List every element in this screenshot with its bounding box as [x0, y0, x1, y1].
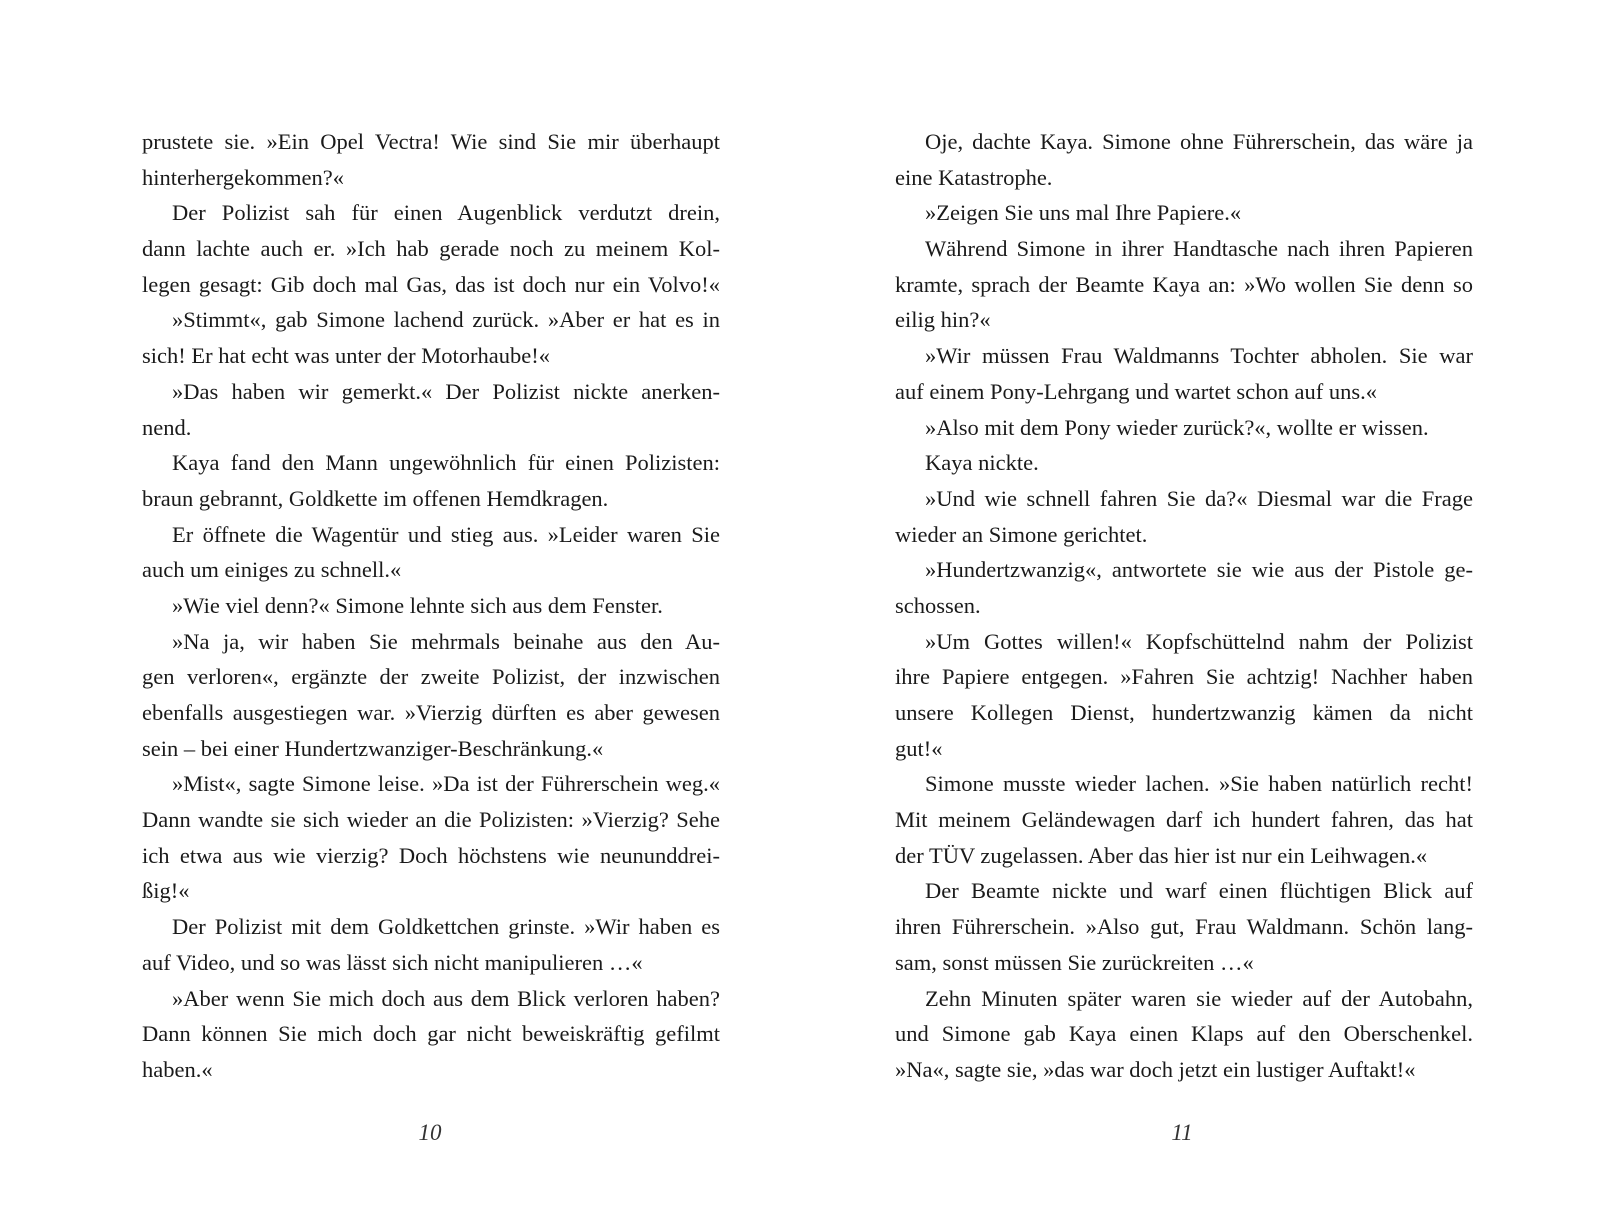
text-line: eine Katastrophe. — [895, 164, 1053, 190]
text-line: haben.« — [142, 1056, 213, 1082]
text-line: Oje, dachte Kaya. Simone ohne Führerschein, das wäre ja — [925, 129, 1473, 154]
text-line: der TÜV zugelassen. Aber das hier ist nur ein Leihwagen.« — [895, 842, 1428, 868]
text-line: »Na«, sagte sie, »das war doch jetzt ein lustiger Auftakt!« — [895, 1056, 1416, 1082]
right-page — [895, 124, 1473, 1088]
text-line: dann lachte auch er. »Ich hab gerade noch zu meinem Kol- — [142, 236, 720, 262]
text-line: »Stimmt«, gab Simone lachend zurück. »Aber er hat es in — [172, 307, 720, 333]
text-line: auf Video, und so was lässt sich nicht manipulieren …« — [142, 949, 643, 975]
text-line: »Wie viel denn?« Simone lehnte sich aus dem Fenster. — [172, 592, 663, 618]
text-line: »Und wie schnell fahren Sie da?« Diesmal war die Frage — [925, 485, 1473, 511]
text-line: und Simone gab Kaya einen Klaps auf den Oberschenkel. — [895, 1021, 1473, 1047]
page-number-right: 11 — [1171, 1120, 1193, 1145]
text-line: gut!« — [895, 735, 943, 761]
text-line: ebenfalls ausgestiegen war. »Vierzig dürften es aber gewesen — [142, 700, 720, 725]
text-line: Er öffnete die Wagentür und stieg aus. »Leider waren Sie — [172, 521, 720, 547]
text-line: »Wir müssen Frau Waldmanns Tochter abholen. Sie war — [925, 343, 1473, 369]
text-line: Der Polizist sah für einen Augenblick verdutzt drein, — [172, 200, 720, 226]
text-line: »Aber wenn Sie mich doch aus dem Blick verloren haben? — [172, 985, 720, 1011]
text-line: Simone musste wieder lachen. »Sie haben natürlich recht! — [925, 771, 1473, 797]
text-line: Während Simone in ihrer Handtasche nach ihren Papieren — [925, 236, 1473, 262]
text-line: ihren Führerschein. »Also gut, Frau Waldmann. Schön lang- — [895, 914, 1473, 940]
text-line: »Zeigen Sie uns mal Ihre Papiere.« — [925, 200, 1242, 226]
text-line: Dann wandte sie sich wieder an die Polizisten: »Vierzig? Sehe — [142, 807, 720, 833]
page-number-left: 10 — [418, 1120, 442, 1145]
text-line: »Mist«, sagte Simone leise. »Da ist der Führerschein weg.« — [172, 771, 720, 797]
text-line: Mit meinem Geländewagen darf ich hundert fahren, das hat — [895, 807, 1473, 833]
text-line: Dann können Sie mich doch gar nicht beweiskräftig gefilmt — [142, 1021, 720, 1047]
text-line: schossen. — [895, 592, 981, 618]
text-line: »Hundertzwanzig«, antwortete sie wie aus der Pistole ge- — [925, 557, 1473, 583]
text-line: gen verloren«, ergänzte der zweite Polizist, der inzwischen — [142, 664, 720, 690]
text-line: auch um einiges zu schnell.« — [142, 557, 402, 583]
left-page — [142, 124, 720, 1088]
text-line: »Also mit dem Pony wieder zurück?«, wollte er wissen. — [925, 414, 1429, 440]
text-line: »Das haben wir gemerkt.« Der Polizist nickte anerken- — [172, 378, 720, 404]
text-line: Kaya fand den Mann ungewöhnlich für einen Polizisten: — [172, 450, 720, 476]
text-line: legen gesagt: Gib doch mal Gas, das ist doch nur ein Volvo!« — [142, 271, 720, 297]
text-line: ich etwa aus wie vierzig? Doch höchstens wie neununddrei- — [142, 842, 720, 868]
text-line: Der Polizist mit dem Goldkettchen grinste. »Wir haben es — [172, 914, 720, 940]
text-line: unsere Kollegen Dienst, hundertzwanzig kämen da nicht — [895, 700, 1473, 725]
text-line: braun gebrannt, Goldkette im offenen Hemdkragen. — [142, 485, 609, 511]
text-line: »Na ja, wir haben Sie mehrmals beinahe aus den Au- — [172, 628, 720, 654]
text-line: Der Beamte nickte und warf einen flüchtigen Blick auf — [925, 878, 1473, 904]
text-line: kramte, sprach der Beamte Kaya an: »Wo wollen Sie denn so — [895, 271, 1473, 297]
text-line: auf einem Pony-Lehrgang und wartet schon auf uns.« — [895, 378, 1377, 404]
text-line: sam, sonst müssen Sie zurückreiten …« — [895, 949, 1254, 975]
text-line: eilig hin?« — [895, 307, 991, 333]
text-line: wieder an Simone gerichtet. — [895, 521, 1148, 547]
text-line: ihre Papiere entgegen. »Fahren Sie achtzig! Nachher haben — [895, 664, 1473, 690]
text-line: Zehn Minuten später waren sie wieder auf der Autobahn, — [925, 985, 1473, 1011]
text-line: nend. — [142, 414, 192, 440]
text-line: ßig!« — [142, 878, 190, 904]
text-line: prustete sie. »Ein Opel Vectra! Wie sind Sie mir überhaupt — [142, 129, 720, 154]
text-line: hinterhergekommen?« — [142, 164, 345, 190]
text-line: Kaya nickte. — [925, 450, 1039, 476]
text-line: sich! Er hat echt was unter der Motorhaube!« — [142, 343, 550, 369]
text-line: »Um Gottes willen!« Kopfschüttelnd nahm der Polizist — [925, 628, 1473, 654]
text-line: sein – bei einer Hundertzwanziger-Beschränkung.« — [142, 735, 604, 761]
